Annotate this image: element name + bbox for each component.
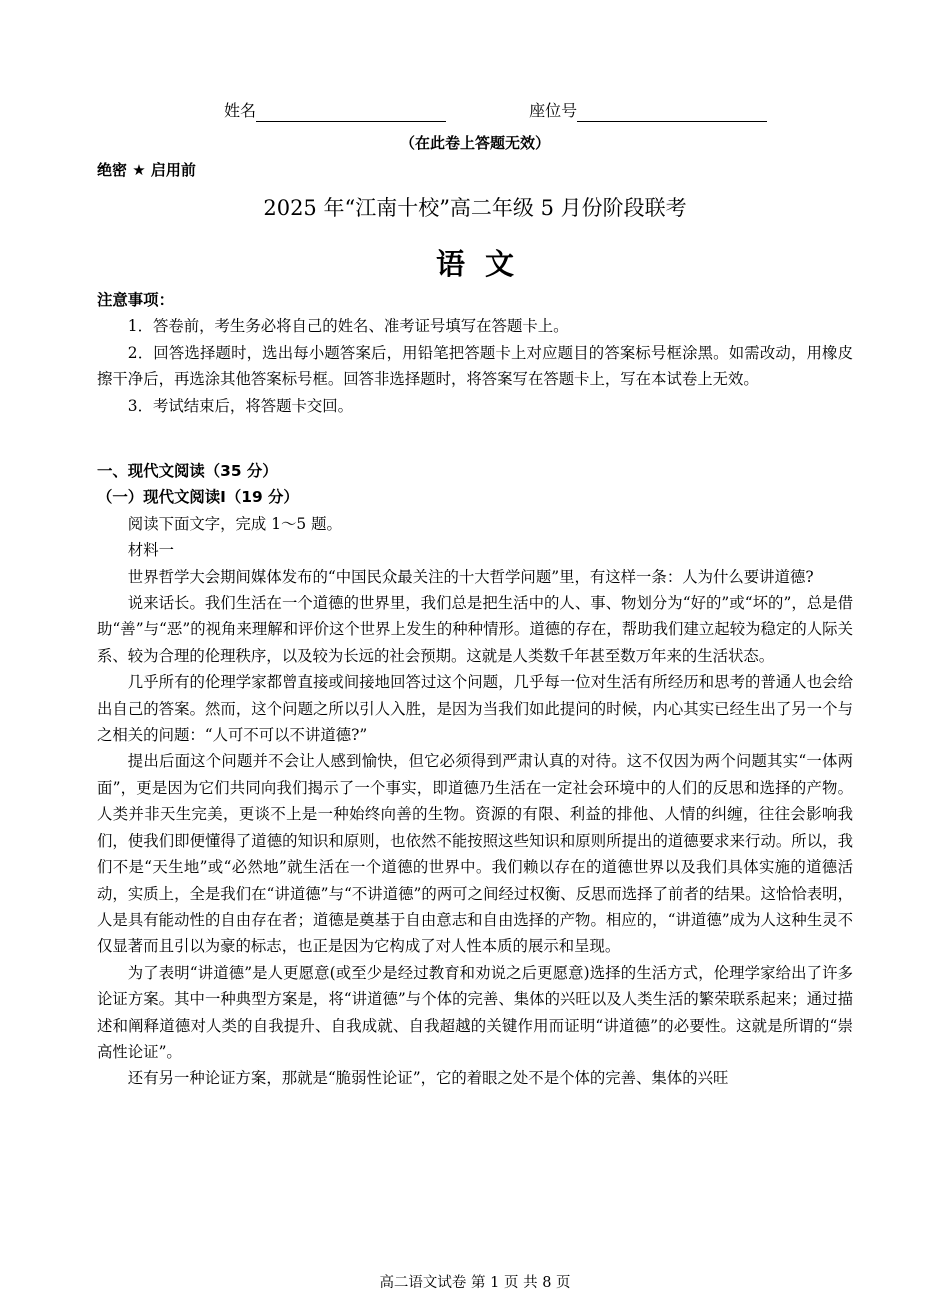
- secret-mark: 绝密 ★ 启用前: [97, 161, 196, 179]
- notes-title: 注意事项：: [97, 291, 174, 309]
- candidate-info-row: [224, 100, 767, 122]
- paragraph: 说来话长。我们生活在一个道德的世界里，我们总是把生活中的人、事、物划分为“好的”或“坏的”，总是借助“善”与“恶”的视角来理解和评价这个世界上发生的种种情形。道德的存在，帮助我们建立起较为稳定的人际关系、较为合理的伦理秩序，以及较为长远的社会预期。这就是人类数千年甚至数万年来的生活状态。: [97, 594, 853, 665]
- note-item: 1．答卷前，考生务必将自己的姓名、准考证号填写在答题卡上。: [127, 317, 569, 336]
- instruction: 阅读下面文字，完成 1～5 题。: [127, 514, 342, 533]
- reading-section: [97, 458, 853, 1092]
- page-footer: 高二语文试卷 第 1 页 共 8 页: [379, 1275, 571, 1291]
- exam-title: 2025 年“江南十校”高二年级 5 月份阶段联考: [263, 196, 687, 220]
- note-item: 2．回答选择题时，选出每小题答案后，用铅笔把答题卡上对应题目的答案标号框涂黑。如需改动，用橡皮擦干净后，再选涂其他答案标号框。回答非选择题时，将答案写在答题卡上，写在本试卷上无效。: [97, 343, 853, 389]
- paragraph: 还有另一种论证方案，那就是“脆弱性论证”，它的着眼之处不是个体的完善、集体的兴旺: [127, 1069, 729, 1088]
- paragraph: 世界哲学大会期间媒体发布的“中国民众最关注的十大哲学问题”里，有这样一条：人为什么要讲道德?: [127, 567, 814, 586]
- section-subheading: （一）现代文阅读Ⅰ（19 分）: [97, 488, 299, 507]
- paragraph: 几乎所有的伦理学家都曾直接或间接地回答过这个问题，几乎每一位对生活有所经历和思考的普通人也会给出自己的答案。然而，这个问题之所以引人入胜，是因为当我们如此提问的时候，内心其实已经生出了另一个与之相关的问题：“人可不可以不讲道德?”: [97, 673, 853, 745]
- subject-title: 语文: [435, 247, 534, 281]
- paragraph: 提出后面这个问题并不会让人感到愉快，但它必须得到严肃认真的对待。这不仅因为两个问题其实“一体两面”，更是因为它们共同向我们揭示了一个事实，即道德乃生活在一定社会环境中的人们的反思和选择的产物。人类并非天生完美，更谈不上是一种始终向善的生物。资源的有限、利益的排他、人情的纠缠，往往会影响我们，使我们即便懂得了道德的知识和原则，也依然不能按照这些知识和原则所提出的道德要求来行动。所以，我们不是“天生地”或“必然地”就生活在一个道德的世界中。我们赖以存在的道德世界以及我们具体实施的道德活动，实质上，全是我们在“讲道德”与“不讲道德”的两可之间经过权衡、反思而选择了前者的结果。这恰恰表明，人是具有能动性的自由存在者；道德是奠基于自由意志和自由选择的产物。相应的，“讲道德”成为人这种生灵不仅显著而且引以为豪的标志，也正是因为它构成了对人性本质的展示和呈现。: [97, 752, 853, 956]
- seat-blank[interactable]: [577, 103, 767, 122]
- invalid-note: （在此卷上答题无效）: [399, 134, 550, 152]
- name-blank[interactable]: [256, 103, 446, 122]
- notes-block: [97, 287, 853, 419]
- seat-label: 座位号: [529, 101, 578, 120]
- material-label: 材料一: [127, 541, 174, 560]
- section-heading: 一、现代文阅读（35 分）: [97, 462, 278, 480]
- paragraph: 为了表明“讲道德”是人更愿意(或至少是经过教育和劝说之后更愿意)选择的生活方式，伦理学家给出了许多论证方案。其中一种典型方案是，将“讲道德”与个体的完善、集体的兴旺以及人类生活的繁荣联系起来；通过描述和阐释道德对人类的自我提升、自我成就、自我超越的关键作用而证明“讲道德”的必要性。这就是所谓的“崇高性论证”。: [97, 963, 853, 1061]
- note-item: 3．考试结束后，将答题卡交回。: [127, 396, 354, 415]
- name-label: 姓名: [224, 101, 257, 120]
